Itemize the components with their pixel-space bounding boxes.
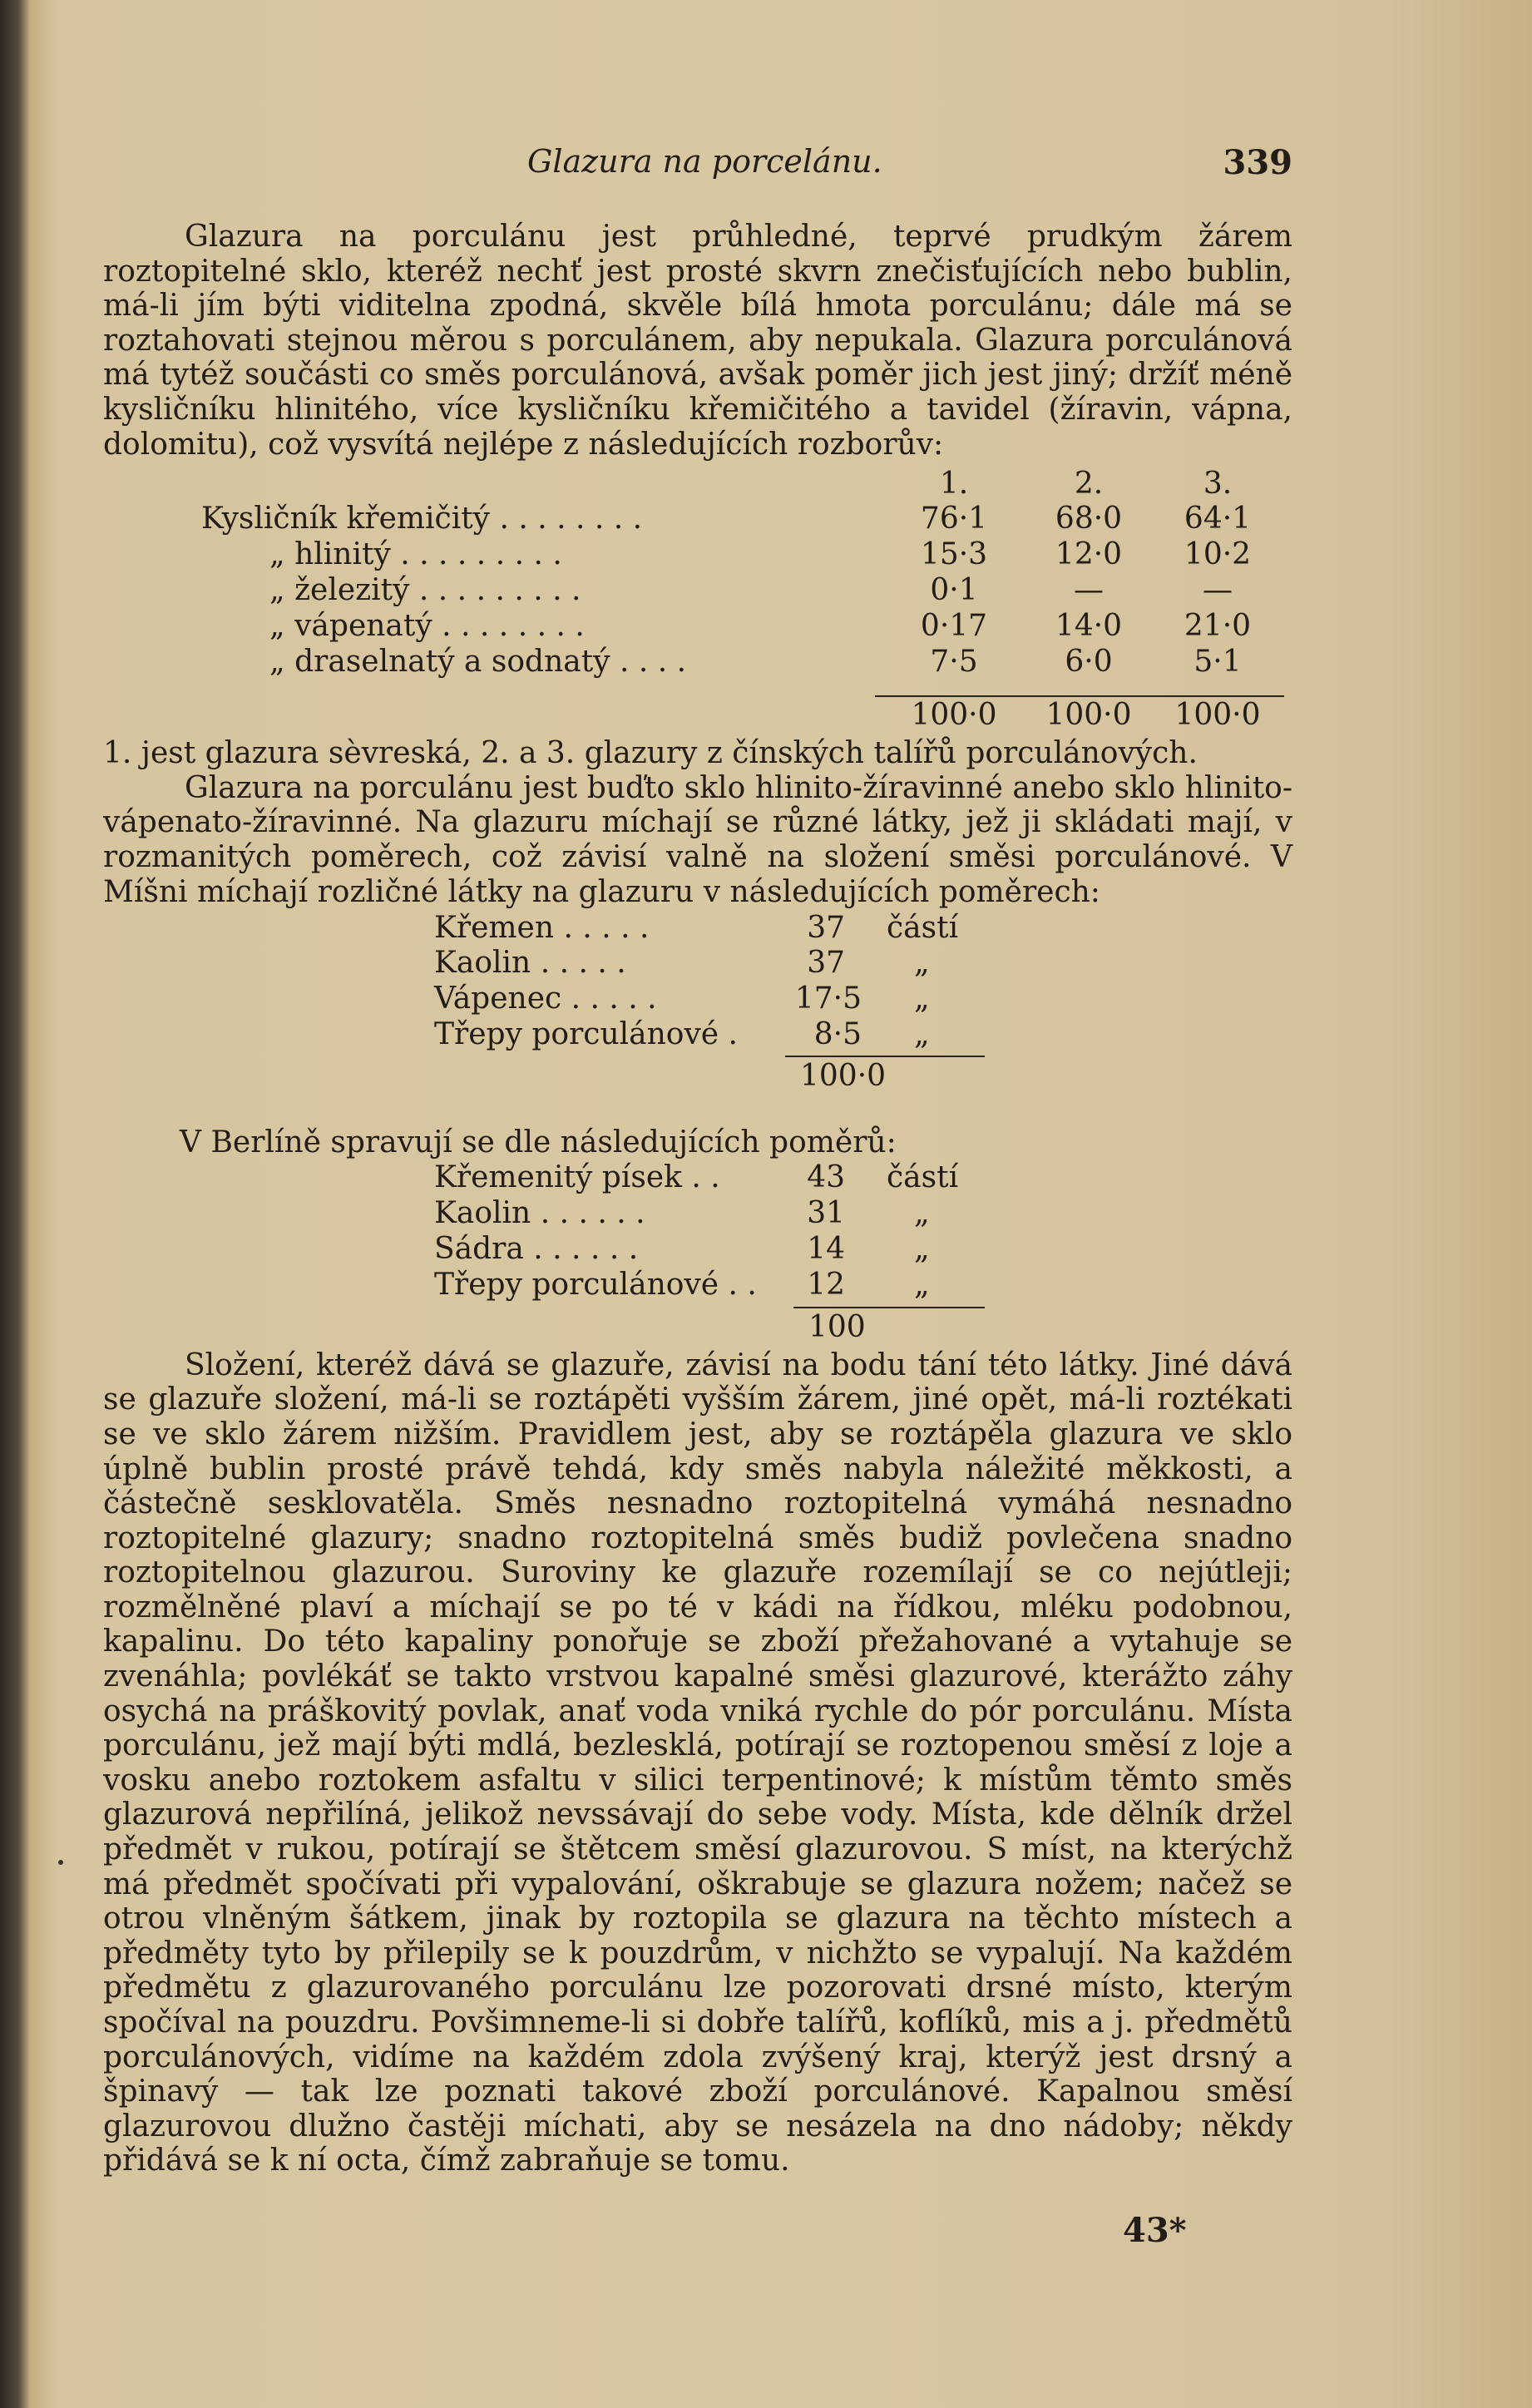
row-value: 15·3: [920, 537, 988, 572]
signature-mark: 43*: [1123, 2211, 1187, 2250]
row-value: 14·0: [1055, 609, 1123, 644]
sum-rule: [785, 1056, 985, 1057]
paragraph-glazing-process: Složení, kteréž dává se glazuře, závisí na bodu tání této látky. Jiné dává se glazuře složení, má-li se roztápěti vyšším žárem, jiné opět, má-li roztékati se ve sklo žárem nižším. Pravidlem jest, aby se roztápěla glazura ve sklo úplně bublin prosté právě tehdá, kdy směs nabyla náležité měkkosti, a částečně sesklovatěla. Směs nesnadno roztopitelná vymáhá nesnadno roztopitelné glazury; snadno roztopitelná směs budiž povlečena snadno roztopitelnou glazurou. Suroviny ke glazuře rozemílají se co nejútleji; rozmělněné plaví a míchají se po té v kádi na řídkou, mléku podobnou, kapalinu. Do této kapaliny ponořuje se zboží přežahované a vytahuje se zvenáhla; povlékáť se takto vrstvou kapalné směsi glazurové, kterážto záhy osychá na práškovitý povlak, anať voda vniká rychle do pór porculánu. Místa porculánu, jež mají býti mdlá, bezlesklá, potírají se roztopenou směsí z loje a vosku anebo roztokem asfaltu v silici terpentinové; k místům těmto směs glazurová nepřilíná, jelikož nevssávají do sebe vody. Místa, kde dělník držel předmět v rukou, potírají se štětcem směsí glazurovou. S míst, na kterýchž má předmět spočívati při vypalování, oškrabuje se glazura nožem; načež se otrou vlněným šátkem, jinak by roztopila se glazura na těchto místech a předměty tyto by přilepily se k pouzdrům, v nichžto se vypalují. Na každém předmětu z glazurovaného porculánu lze pozorovati drsné místo, kterým spočíval na pouzdru. Povšimneme-li si dobře talířů, koflíků, mis a j. předmětů porculánových, vidíme na každém zdola zvýšený kraj, kterýž jest drsný a špinavý — tak lze poznati takové zboží porculánové. Kapalnou směsí glazurovou dlužno častěji míchati, aby se nesázela na dno nádoby; někdy přidává se k ní octa, čímž zabraňuje se tomu.: [103, 1347, 1292, 2178]
recipe-amount: 37: [807, 911, 845, 946]
recipe-total: 100: [808, 1309, 866, 1344]
row-value: 21·0: [1184, 609, 1252, 644]
recipe-ingredient: Křemen . . . . .: [434, 911, 650, 946]
recipe-total: 100·0: [800, 1059, 887, 1094]
recipe-amount: 14: [807, 1231, 845, 1266]
row-label: Kysličník křemičitý . . . . . . . .: [201, 502, 643, 536]
table-note: 1. jest glazura sèvreská, 2. a 3. glazury z čínských talířů porculánových.: [103, 736, 1198, 771]
berlin-recipe: [103, 1160, 1292, 1348]
row-label: „ železitý . . . . . . . . .: [269, 573, 581, 608]
row-value: 68·0: [1055, 502, 1123, 536]
oxide-table: [103, 462, 1292, 736]
column-header-1: 1.: [939, 467, 969, 502]
sum-rule: [1136, 695, 1284, 697]
recipe-ingredient: Třepy porculánové . .: [434, 1267, 757, 1302]
berlin-intro: V Berlíně spravují se dle následujících poměrů:: [180, 1125, 897, 1160]
row-value: 5·1: [1193, 645, 1242, 680]
page-number: 339: [1223, 143, 1292, 182]
recipe-unit: „: [914, 981, 930, 1016]
row-value: 76·1: [920, 502, 988, 536]
sum-rule: [793, 1307, 985, 1308]
row-value: 0·1: [930, 573, 978, 608]
recipe-ingredient: Křemenitý písek . .: [434, 1159, 720, 1194]
recipe-unit: částí: [887, 1159, 959, 1194]
book-gutter: [0, 0, 30, 2408]
recipe-ingredient: Kaolin . . . . .: [434, 946, 626, 981]
recipe-ingredient: Kaolin . . . . . .: [434, 1195, 645, 1230]
row-value: —: [1074, 573, 1104, 608]
recipe-ingredient: Sádra . . . . . .: [434, 1231, 639, 1266]
row-label: „ vápenatý . . . . . . . .: [269, 609, 585, 644]
recipe-unit: „: [914, 1017, 930, 1052]
recipe-unit: „: [914, 1195, 930, 1230]
row-value: 7·5: [930, 645, 978, 680]
recipe-amount: 43: [807, 1159, 845, 1194]
meissen-recipe: [103, 909, 1292, 1125]
recipe-ingredient: Vápenec . . . . .: [434, 981, 657, 1016]
row-label: „ hlinitý . . . . . . . . .: [269, 537, 562, 572]
column-header-2: 2.: [1074, 467, 1104, 502]
page-body: [103, 220, 1292, 2178]
recipe-unit: „: [914, 1231, 930, 1266]
row-value: 0·17: [920, 609, 988, 644]
paragraph-composition: Glazura na porculánu jest buďto sklo hlinito-žíravinné anebo sklo hlinito-vápenato-žíravinné. Na glazuru míchají se různé látky, jež ji skládati mají, v rozmanitých poměrech, což závisí valně na složení směsi porculánové. V Míšni míchají rozličné látky na glazuru v následujících poměrech:: [103, 770, 1292, 909]
running-title: Glazura na porcelánu.: [527, 143, 882, 180]
row-value: 10·2: [1184, 537, 1252, 572]
total-value: 100·0: [1045, 698, 1132, 733]
total-value: 100·0: [1174, 698, 1261, 733]
recipe-amount: 12: [807, 1267, 845, 1302]
row-label: „ draselnatý a sodnatý . . . .: [269, 645, 687, 680]
recipe-amount: 17·5: [794, 981, 862, 1016]
recipe-amount: 37: [807, 946, 845, 981]
recipe-unit: částí: [887, 911, 959, 946]
paragraph-intro: Glazura na porculánu jest průhledné, teprvé prudkým žárem roztopitelné sklo, kteréž nechť jest prosté skvrn znečisťujících nebo bublin, má-li jím býti viditelna zpodná, skvěle bílá hmota porculánu; dále má se roztahovati stejnou měrou s porculánem, aby nepukala. Glazura porculánová má tytéž součásti co směs porculánová, avšak poměr jich jest jiný; držíť méně kysličníku hlinitého, více kysličníku křemičitého a tavidel (žíravin, vápna, dolomitu), což vysvítá nejlépe z následujících rozborův:: [103, 220, 1292, 462]
total-value: 100·0: [911, 698, 997, 733]
ink-speck: [58, 1860, 63, 1865]
page-header: [103, 143, 1292, 185]
column-header-3: 3.: [1203, 467, 1233, 502]
recipe-amount: 31: [807, 1195, 845, 1230]
sum-rule: [875, 695, 1023, 697]
row-value: 6·0: [1065, 645, 1113, 680]
recipe-ingredient: Třepy porculánové .: [434, 1017, 738, 1052]
row-value: 12·0: [1055, 537, 1123, 572]
recipe-unit: „: [914, 946, 930, 981]
recipe-unit: „: [914, 1267, 930, 1302]
row-value: —: [1203, 573, 1233, 608]
sum-rule: [1008, 695, 1156, 697]
recipe-amount: 8·5: [813, 1017, 862, 1052]
row-value: 64·1: [1184, 502, 1252, 536]
